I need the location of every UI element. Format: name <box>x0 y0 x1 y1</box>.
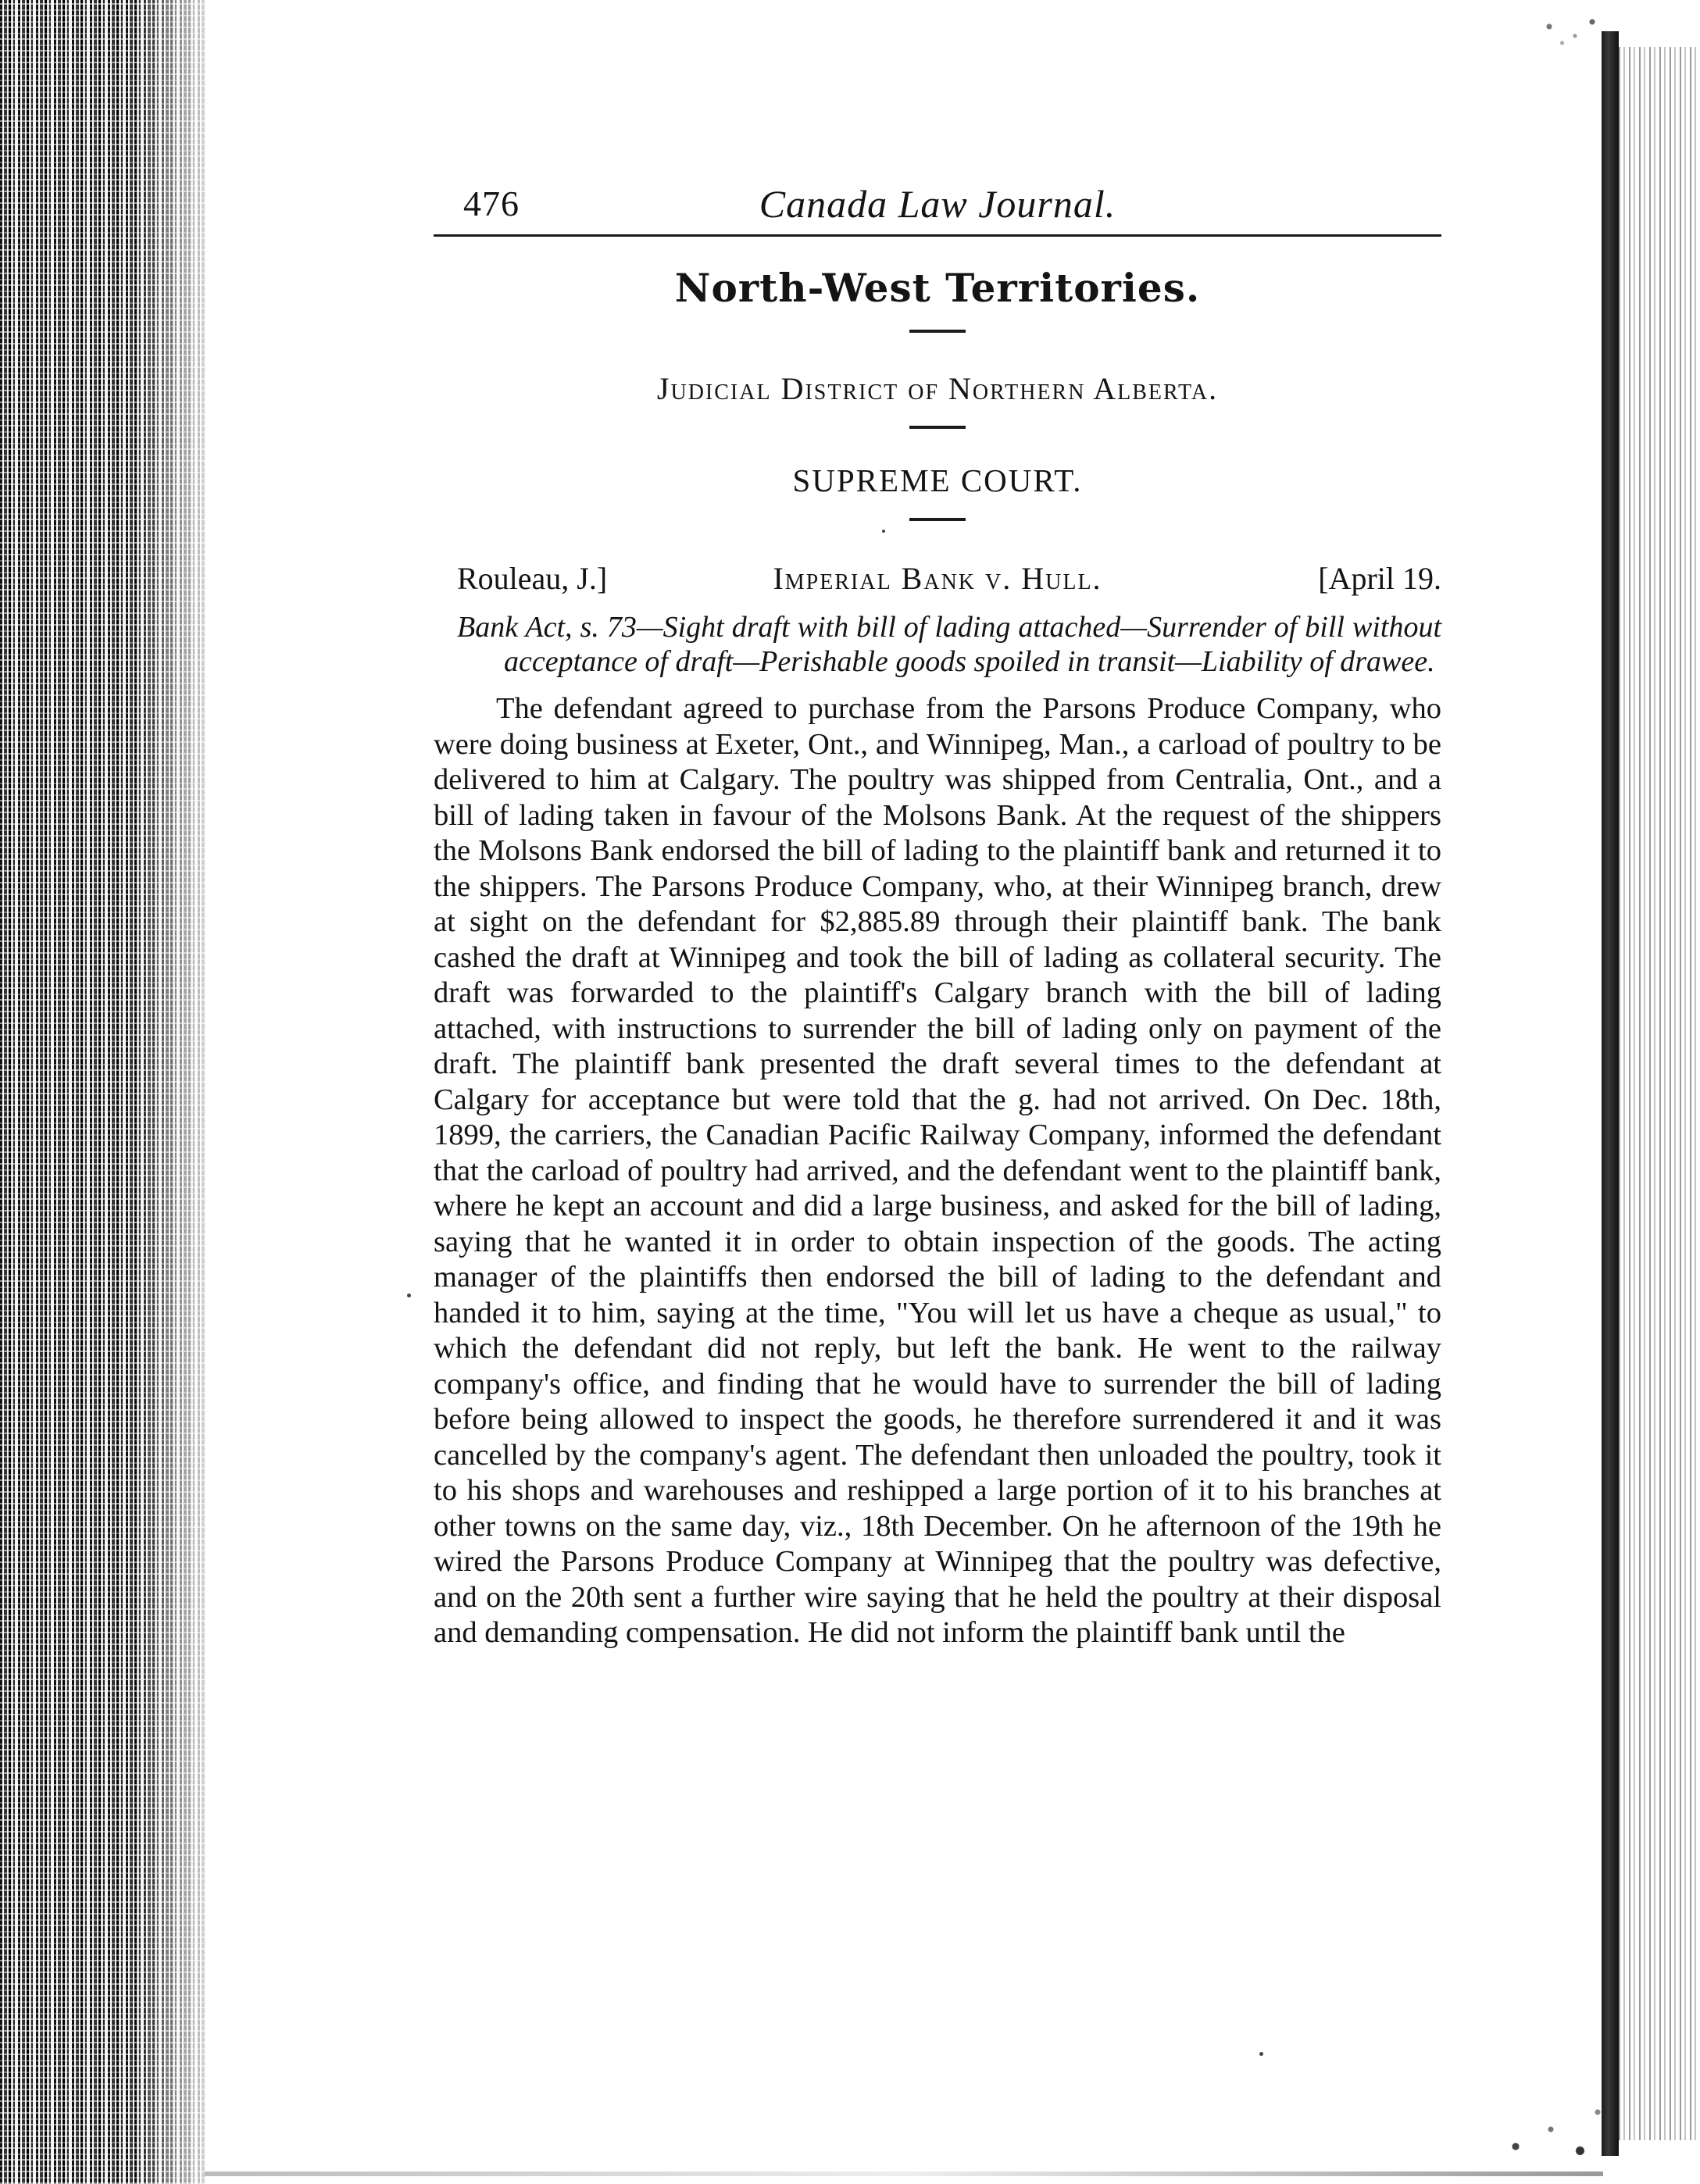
court-heading: SUPREME COURT. <box>792 462 1083 498</box>
running-head <box>434 178 1441 237</box>
case-judge: Rouleau, J.] <box>457 561 608 596</box>
scan-speck <box>407 1294 411 1297</box>
case-name: Imperial Bank v. Hull. <box>773 561 1102 596</box>
right-edge-texture <box>1619 47 1700 2140</box>
headnote: Bank Act, s. 73—Sight draft with bill of lading attached—Surrender of bill without acceptance of draft—Perishable goods spoiled in transit—Liability of drawee. <box>457 611 1441 678</box>
case-date: [April 19. <box>1318 561 1441 596</box>
page-content <box>434 178 1441 1651</box>
journal-title: Canada Law Journal. <box>759 182 1116 226</box>
bottom-page-edge <box>205 2172 1603 2176</box>
case-caption <box>434 560 1441 599</box>
divider-rule <box>909 426 966 429</box>
right-page-edge <box>1602 31 1619 2156</box>
gutter-shadow <box>133 0 211 2184</box>
divider-rule <box>909 518 966 521</box>
scan-noise-bottom-right <box>1492 2078 1609 2164</box>
scan-noise-top-right <box>1523 8 1609 55</box>
page-number: 476 <box>463 184 520 223</box>
divider-rule <box>909 330 966 333</box>
body-paragraph: The defendant agreed to purchase from the Parsons Produce Company, who were doing business at Exeter, Ont., and Winnipeg, Man., a carload of poultry to be delivered to him at Calgary. The poultry was shipped from Centralia, Ont., and a bill of lading taken in favour of the Molsons Bank. At the request of the shippers the Molsons Bank endorsed the bill of lading to the plaintiff bank and returned it to the shippers. The Parsons Produce Company, who, at their Winnipeg branch, drew at sight on the defendant for $2,885.89 through their plaintiff bank. The bank cashed the draft at Winnipeg and took the bill of lading as collateral security. The draft was forwarded to the plaintiff's Calgary branch with the bill of lading attached, with instructions to surrender the bill of lading only on payment of the draft. The plaintiff bank presented the draft several times to the defendant at Calgary for acceptance but were told that the g. had not arrived. On Dec. 18th, 1899, the carriers, the Canadian Pacific Railway Company, informed the defendant that the carload of poultry had arrived, and the defendant went to the plaintiff bank, where he kept an account and did a large business, and asked for the bill of lading, saying that he wanted it in order to obtain inspection of the goods. The acting manager of the plaintiffs then endorsed the bill of lading to the defendant and handed it to him, saying at the time, "You will let us have a cheque as usual," to which the defendant did not reply, but left the bank. He went to the railway company's office, and finding that he would have to surrender the bill of lading before being allowed to inspect the goods, he therefore surrendered it and it was cancelled by the company's agent. The defendant then unloaded the poultry, took it to his shops and warehouses and reshipped a large portion of it to his branches at other towns on the same day, viz., 18th December. On he afternoon of the 19th he wired the Parsons Produce Company at Winnipeg that the poultry was defective, and on the 20th sent a further wire saying that he held the poultry at their disposal and demanding compensation. He did not inform the plaintiff bank until the <box>434 692 1441 1649</box>
section-title: North-West Territories. <box>674 265 1201 311</box>
scan-speck <box>1259 2052 1263 2056</box>
district-heading: Judicial District of Northern Alberta. <box>656 371 1219 406</box>
